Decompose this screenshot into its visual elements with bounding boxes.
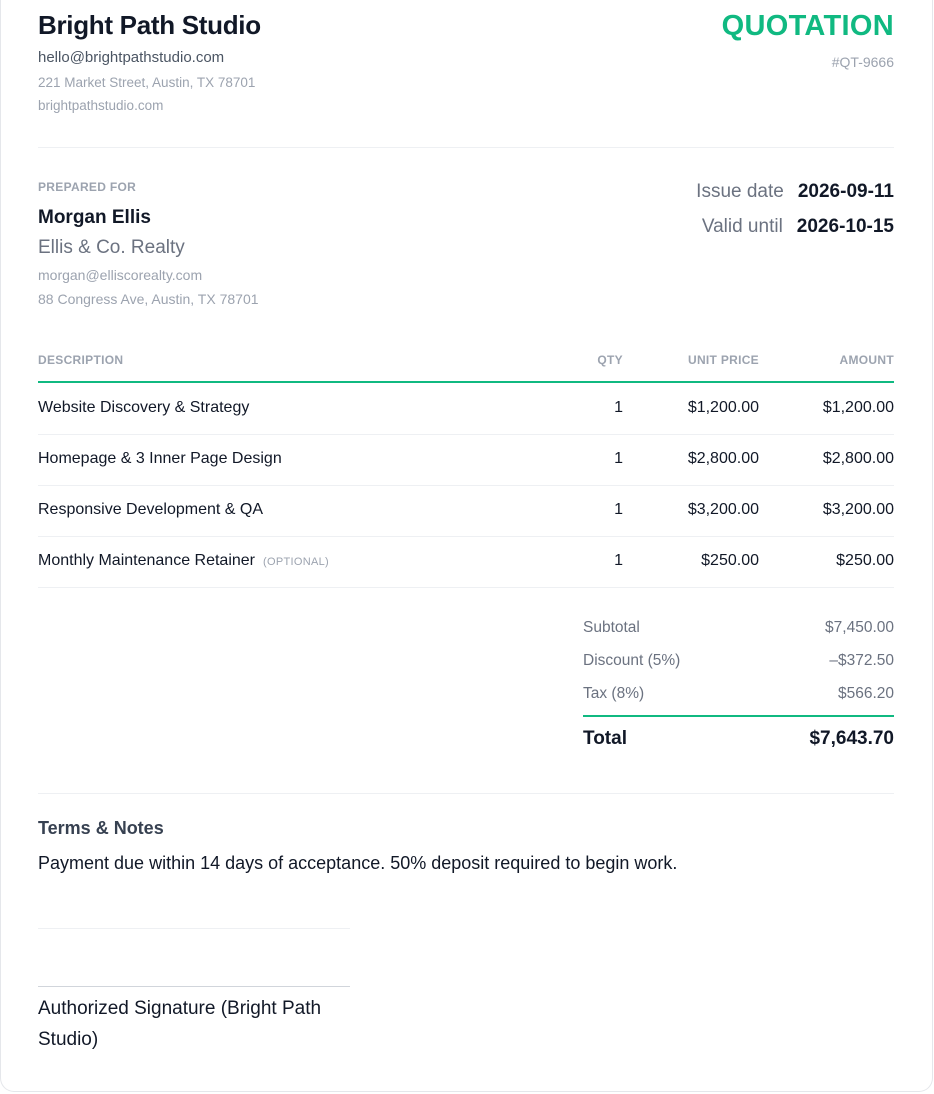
issue-date-row (696, 181, 894, 203)
item-qty: 1 (614, 450, 623, 467)
header-divider (38, 147, 894, 148)
item-amount: $2,800.00 (822, 450, 894, 467)
item-qty: 1 (614, 501, 623, 518)
item-description: Responsive Development & QA (38, 501, 263, 518)
item-amount: $250.00 (836, 552, 894, 569)
company-address: 221 Market Street, Austin, TX 78701 (38, 75, 256, 90)
column-header-unit-price: UNIT PRICE (687, 353, 759, 367)
client-company: Ellis & Co. Realty (38, 237, 185, 258)
client-email: morgan@elliscorealty.com (38, 267, 203, 283)
tax-label: Tax (8%) (583, 685, 645, 702)
item-amount: $1,200.00 (822, 399, 894, 416)
signature-area-divider (38, 928, 350, 929)
column-header-amount: AMOUNT (839, 353, 894, 367)
column-header-description: DESCRIPTION (38, 353, 124, 367)
column-header-qty: QTY (597, 353, 623, 367)
table-row (38, 383, 894, 435)
discount-value: –$372.50 (829, 652, 894, 669)
signature-label: Authorized Signature (Bright Path Studio) (38, 998, 322, 1050)
issue-date-value: 2026-09-11 (797, 181, 894, 202)
issue-date-label: Issue date (696, 181, 784, 202)
client-address: 88 Congress Ave, Austin, TX 78701 (38, 291, 259, 307)
item-description: Website Discovery & Strategy (38, 399, 250, 416)
company-website: brightpathstudio.com (38, 98, 164, 113)
item-amount: $3,200.00 (822, 501, 894, 518)
item-unit-price: $3,200.00 (687, 501, 759, 518)
item-unit-price: $2,800.00 (687, 450, 759, 467)
valid-until-label: Valid until (701, 216, 783, 237)
total-label: Total (583, 728, 627, 749)
table-row (38, 434, 894, 486)
discount-label: Discount (5%) (583, 652, 681, 669)
document-title: QUOTATION (721, 10, 894, 42)
table-row (38, 536, 894, 588)
valid-until-value: 2026-10-15 (796, 216, 894, 237)
quote-number: #QT-9666 (831, 54, 894, 70)
totals-rule (583, 715, 894, 717)
item-description: Homepage & 3 Inner Page Design (38, 450, 282, 467)
company-name: Bright Path Studio (38, 10, 261, 40)
item-qty: 1 (614, 552, 623, 569)
item-description: Monthly Maintenance Retainer (38, 552, 256, 569)
tax-value: $566.20 (837, 685, 894, 702)
optional-tag: (OPTIONAL) (263, 556, 329, 568)
item-qty: 1 (614, 399, 623, 416)
prepared-for-label: PREPARED FOR (38, 180, 137, 194)
terms-text: Payment due within 14 days of acceptance. 50% deposit required to begin work. (38, 853, 678, 873)
company-email: hello@brightpathstudio.com (38, 49, 225, 66)
valid-until-row (702, 216, 894, 238)
signature-line (38, 986, 350, 987)
total-value: $7,643.70 (809, 728, 894, 749)
table-row (38, 485, 894, 537)
terms-title: Terms & Notes (38, 818, 164, 838)
client-name: Morgan Ellis (38, 207, 151, 228)
item-unit-price: $250.00 (701, 552, 759, 569)
item-unit-price: $1,200.00 (687, 399, 759, 416)
item-description-cell (38, 552, 329, 570)
subtotal-value: $7,450.00 (825, 619, 894, 636)
subtotal-label: Subtotal (583, 619, 640, 636)
terms-divider (38, 793, 894, 794)
